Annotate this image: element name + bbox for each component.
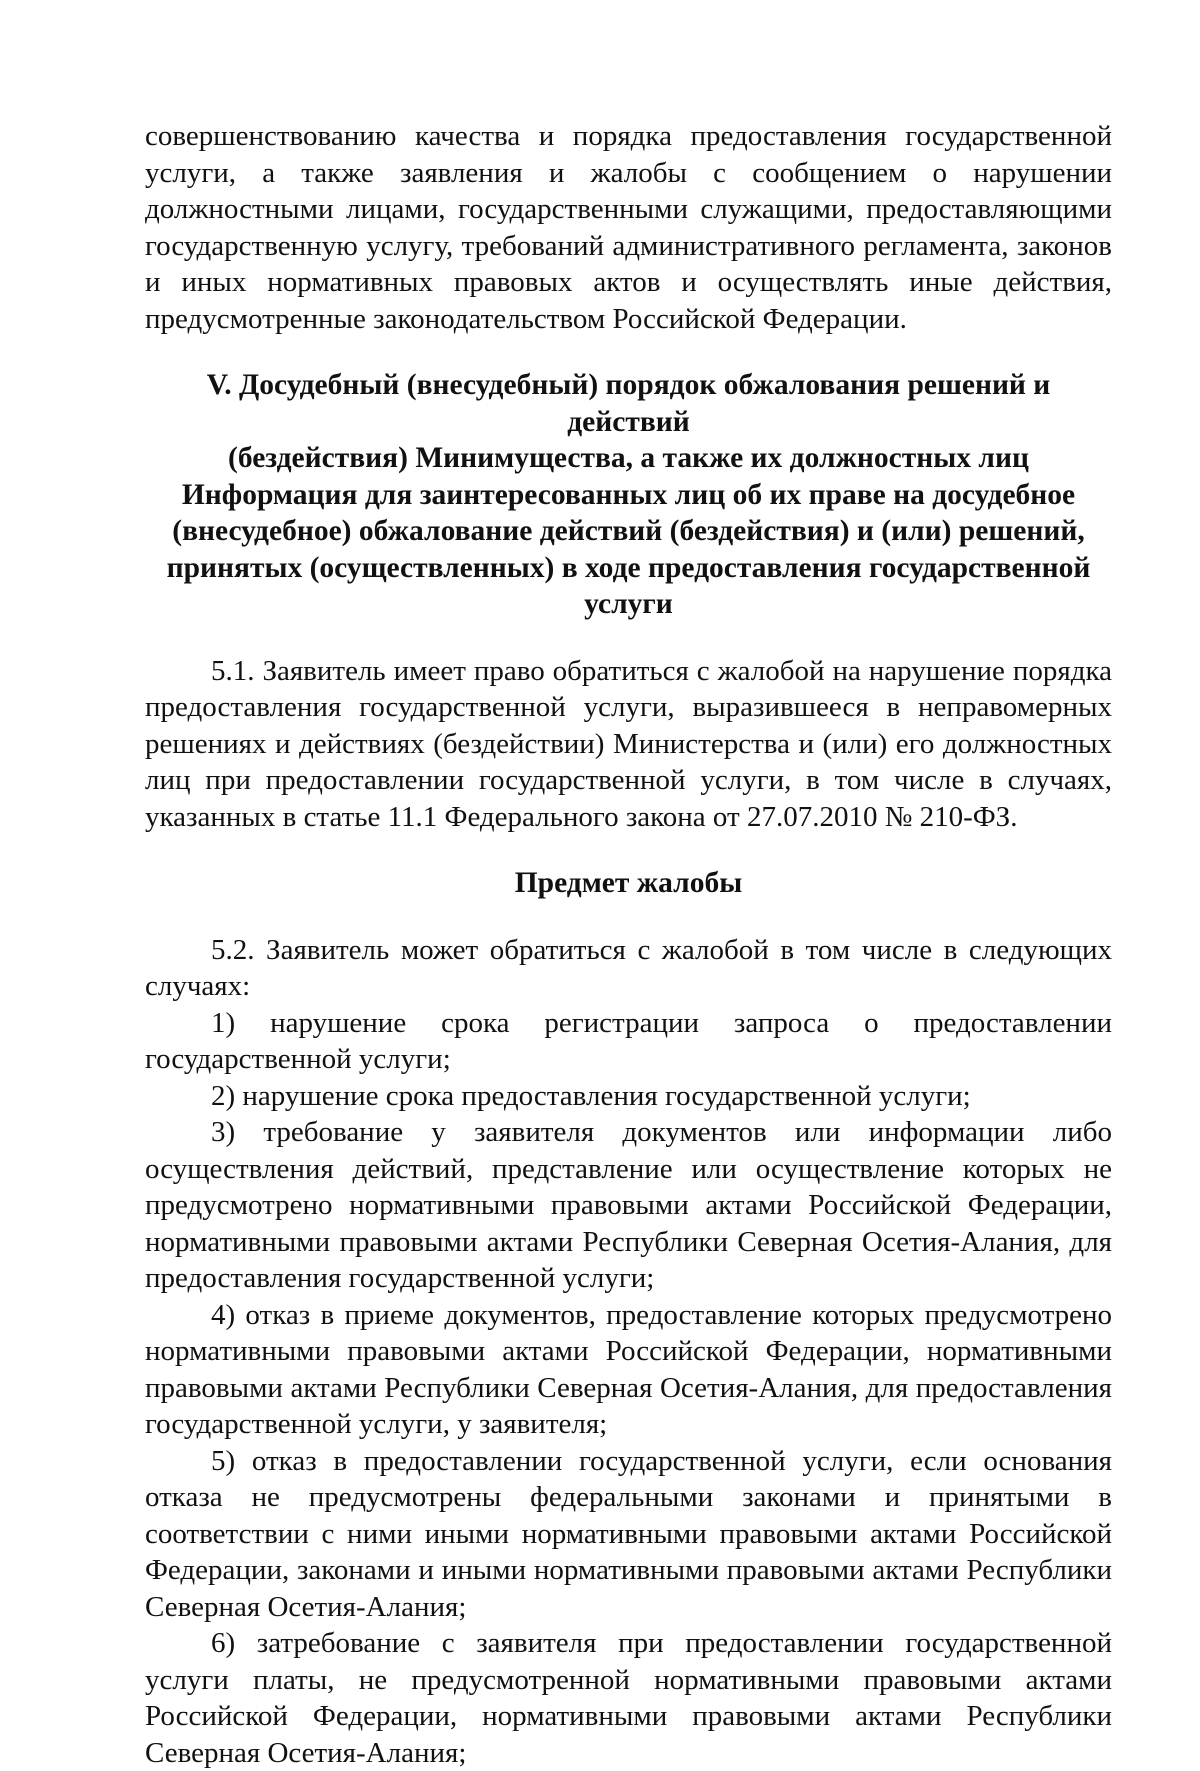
section-5-heading-line: (бездействия) Минимущества, а также их должностных лиц <box>228 442 1029 474</box>
list-item: 1) нарушение срока регистрации запроса о предоставлении государственной услуги; <box>145 1006 1112 1075</box>
section-5-heading-line: принятых (осуществленных) в ходе предоставления государственной <box>166 551 1091 584</box>
list-item: 2) нарушение срока предоставления государственной услуги; <box>211 1079 971 1112</box>
paragraph-5-2: 5.2. Заявитель может обратиться с жалобой в том числе в следующих случаях: <box>145 933 1112 1002</box>
section-5-heading <box>145 367 1112 623</box>
subject-heading: Предмет жалобы <box>514 867 743 899</box>
spacer <box>145 623 1112 653</box>
section-5-heading-line: услуги <box>584 588 673 620</box>
paragraph-5-1: 5.1. Заявитель имеет право обратиться с жалобой на нарушение порядка предоставления государственной услуги, выразившееся в неправомерных решениях и действиях (бездействии) Министерства и (или) его должностных лиц при предоставлении государственной услуги, в том числе в случаях, указанных в статье 11.1 Федерального закона от 27.07.2010 № 210-ФЗ. <box>145 654 1112 833</box>
list-item: 6) затребование с заявителя при предоставлении государственной услуги платы, не предусмотренной нормативными правовыми актами Российской Федерации, нормативными правовыми актами Республики Северная Осетия-Алания; <box>145 1627 1112 1769</box>
section-5-heading-line: V. Досудебный (внесудебный) порядок обжалования решений и действий <box>206 369 1051 438</box>
list-item: 5) отказ в предоставлении государственной услуги, если основания отказа не предусмотрены федеральными законами и принятыми в соответствии с ними иными нормативными правовыми актами Российской Федерации, законами и иными нормативными правовыми актами Республики Северная Осетия-Алания; <box>145 1444 1112 1623</box>
spacer <box>145 835 1112 865</box>
section-5-heading-line: Информация для заинтересованных лиц об их праве на досудебное <box>181 478 1076 511</box>
list-item: 3) требование у заявителя документов или информации либо осуществления действий, представление или осуществление которых не предусмотрено нормативными правовыми актами Российской Федерации, нормативными правовыми актами Республики Северная Осетия-Алания, для предоставления государственной услуги; <box>145 1116 1112 1294</box>
list-item: 4) отказ в приеме документов, предоставление которых предусмотрено нормативными правовыми актами Российской Федерации, нормативными правовыми актами Республики Северная Осетия-Алания, для предоставления государственной услуги, у заявителя; <box>145 1298 1112 1440</box>
document-page <box>145 118 1112 1771</box>
spacer <box>145 902 1112 932</box>
spacer <box>145 337 1112 367</box>
section-5-heading-line: (внесудебное) обжалование действий (бездействия) и (или) решений, <box>172 515 1085 547</box>
intro-paragraph: совершенствованию качества и порядка предоставления государственной услуги, а также заявления и жалобы с сообщением о нарушении должностными лицами, государственными служащими, предоставляющими государственную услугу, требований административного регламента, законов и иных нормативных правовых актов и осуществлять иные действия, предусмотренные законодательством Российской Федерации. <box>145 120 1112 335</box>
